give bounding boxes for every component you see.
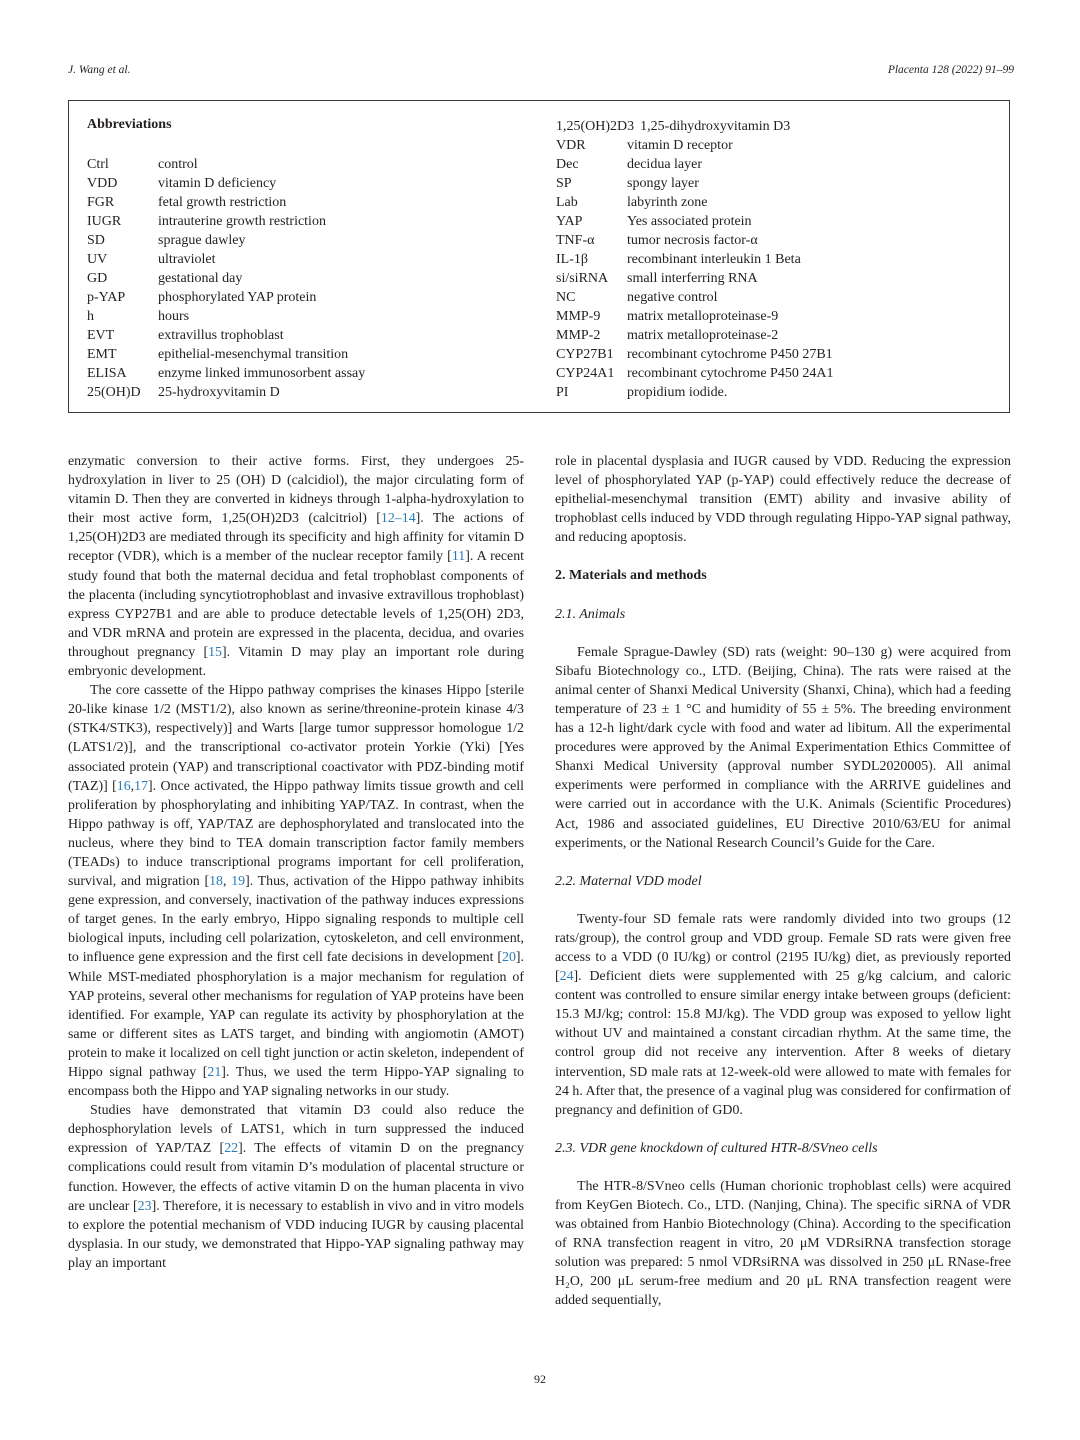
- citation-link[interactable]: 12–14: [380, 511, 416, 527]
- abbreviation-row: [87, 345, 527, 364]
- abbreviation-definition: epithelial-mesenchymal transition: [158, 347, 349, 362]
- text-run: enzymatic conversion to their active forms. First, they undergoes 25-hydroxylation in liver to 25 (OH) D (calcidiol), the major circulating form of vitamin D. Then they are converted in kidneys through 1-alpha-hydroxylation to their most active form, 1,25(OH)2D3 (calcitriol) [: [68, 454, 524, 527]
- abbreviation-term: SP: [556, 176, 572, 191]
- text-run: Twenty-four SD female rats were randomly divided into two groups (12 rats/group), the control group and VDD group. Female SD rats were given free access to a VDD (0 IU/kg) or control (2195 IU/kg) diet, as previously reported [: [555, 911, 1011, 985]
- text-run: ,: [222, 874, 232, 890]
- abbreviation-row: [556, 212, 996, 231]
- citation-link[interactable]: 21: [207, 1065, 222, 1080]
- abbreviation-definition: phosphorylated YAP protein: [158, 290, 317, 305]
- abbreviation-definition: 25-hydroxyvitamin D: [158, 385, 280, 400]
- abbreviation-definition: small interferring RNA: [627, 271, 758, 286]
- abbreviation-definition: hours: [158, 309, 190, 324]
- abbreviation-definition: matrix metalloproteinase-9: [627, 309, 779, 324]
- abbreviations-box: [68, 100, 1010, 413]
- abbreviation-row: [556, 117, 996, 136]
- citation-link[interactable]: 23: [137, 1198, 152, 1214]
- abbreviation-row: [87, 155, 527, 174]
- text-run: Studies have demonstrated that vitamin D3 could also reduce the dephosphorylation levels of LATS1, which in turn suppressed the induced expression of YAP/TAZ [: [68, 1103, 524, 1157]
- citation-link[interactable]: 20: [502, 950, 516, 966]
- abbreviation-term: IL-1β: [556, 252, 588, 267]
- abbreviation-row: [87, 269, 527, 288]
- subsection-heading: 2.2. Maternal VDD model: [555, 873, 702, 889]
- abbreviation-row: [87, 174, 527, 193]
- abbreviation-term: h: [87, 309, 94, 324]
- abbreviation-term: CYP24A1: [556, 366, 615, 381]
- abbreviations-left-column: [87, 155, 527, 402]
- abbreviation-row: [87, 307, 527, 326]
- running-header-journal: Placenta 128 (2022) 91–99: [887, 64, 1014, 76]
- abbreviation-term: MMP-9: [556, 309, 601, 324]
- citation-link[interactable]: 24: [559, 969, 574, 985]
- abbreviation-term: CYP27B1: [556, 347, 614, 362]
- abbreviation-term: si/siRNA: [556, 271, 609, 286]
- text-run: ]. Deficient diets were supplemented with 25 g/kg calcium, and caloric content was controlled to ensure similar energy intake between groups (deficient: 15.3 MJ/kg; control: 15.8 MJ/kg). The VDD group was exposed to yellow light without UV and maintained a constant circadian rhythm. At the same time, the control group did not receive any intervention. After 8 weeks of dietary intervention, SD male rats at 12-week-old were allowed to mate with females for 24 h. After that, the presence of a vaginal plug was considered for confirmation of pregnancy and definition of GD0.: [555, 969, 1011, 1118]
- citation-link[interactable]: 11: [451, 549, 466, 565]
- right-text-column: [555, 452, 1011, 1311]
- abbreviation-term: IUGR: [87, 214, 122, 229]
- abbreviation-definition: recombinant cytochrome P450 24A1: [627, 366, 834, 381]
- abbreviation-term: VDD: [87, 176, 118, 191]
- abbreviation-term: YAP: [556, 214, 583, 229]
- citation-link[interactable]: 16: [116, 778, 131, 794]
- abbreviation-term: UV: [87, 252, 108, 267]
- citation-link[interactable]: 19: [231, 874, 246, 890]
- text-run: ]. Vitamin D may play an important role during embryonic development.: [68, 644, 524, 680]
- abbreviation-definition: recombinant interleukin 1 Beta: [627, 252, 801, 267]
- paragraph: The HTR-8/SVneo cells (Human chorionic trophoblast cells) were acquired from KeyGen Biotech. Co., LTD. (Nanjing, China). The specific siRNA of VDR was obtained from Hanbio Biotechnology (China). According to the specification of RNA transfection reagent in vitro, 20 μM VDRsiRNA transfection storage solution was prepared: 5 nmol VDRsiRNA was dissolved in 250 μL RNase-free H₂O, 200 μL serum-free medium and 20 μL RNA transfection reagent were added sequentially,: [555, 1178, 1011, 1309]
- abbreviation-term: GD: [87, 271, 108, 286]
- abbreviation-row: [556, 174, 996, 193]
- abbreviation-row: [87, 231, 527, 250]
- abbreviation-term: 25(OH)D: [87, 385, 141, 400]
- abbreviation-term: ELISA: [87, 366, 127, 381]
- abbreviation-definition: vitamin D receptor: [627, 138, 733, 153]
- abbreviation-term: p-YAP: [87, 290, 126, 305]
- abbreviation-row: [87, 326, 527, 345]
- text-run: ]. Once activated, the Hippo pathway limits tissue growth and cell proliferation by phosphorylating and inhibiting YAP/TAZ. In contrast, when the Hippo pathway is off, YAP/TAZ are dephosphorylated and translocated into the nucleus, where they bind to TEA domain transcription factor family members (TEADs) to induce transcriptional programs important for cell proliferation, survival, and migration [: [68, 778, 524, 890]
- text-run: ]. Therefore, it is necessary to establish in vivo and in vitro models to explore the potential mechanism of VDD inducing IUGR by causing placental dysplasia. In our study, we demonstrated that Hippo-YAP signaling pathway may play an important: [68, 1198, 524, 1271]
- abbreviation-definition: tumor necrosis factor-α: [627, 233, 758, 248]
- text-run: ]. A recent study found that both the maternal decidua and fetal trophoblast components of the placenta (including syncytiotrophoblast and invasive extravillous trophoblast) express CYP27B1 and are able to produce detectable levels of 1,25(OH) 2D3, and VDR mRNA and protein are expressed in the placenta, decidua, and ovaries throughout pregnancy [: [68, 549, 524, 660]
- abbreviation-row: [556, 288, 996, 307]
- abbreviation-definition: recombinant cytochrome P450 27B1: [627, 347, 833, 362]
- text-run: ]. The actions of 1,25(OH)2D3 are mediated through its specificity and high affinity for vitamin D receptor (VDR), which is a member of the nuclear receptor family [: [68, 511, 525, 565]
- paragraph: [68, 681, 524, 1101]
- abbreviation-definition: enzyme linked immunosorbent assay: [158, 366, 366, 381]
- section-heading: 2. Materials and methods: [555, 568, 707, 584]
- abbreviation-row: [556, 250, 996, 269]
- abbreviation-row: [556, 383, 996, 402]
- abbreviation-term: NC: [556, 290, 576, 305]
- citation-link[interactable]: 22: [224, 1141, 239, 1157]
- citation-link[interactable]: 18: [209, 874, 223, 890]
- abbreviation-row: [87, 250, 527, 269]
- paragraph: Female Sprague-Dawley (SD) rats (weight: 90–130 g) were acquired from Sibafu Biotechnology co., LTD. (Beijing, China). The rats were raised at the animal center of Shanxi Medical University (Shanxi, China), which had a feeding temperature of 23 ± 1 °C and humidity of 55 ± 5%. The breeding environment has a 12-h light/dark cycle with food and water ad libitum. All the experimental procedures were approved by the Animal Experimentation Ethics Committee of Shanxi Medical University (approval number SYDL2020005). All animal experiments were performed in compliance with the ARRIVE guidelines and were carried out in accordance with the U.K. Animals (Scientific Procedures) Act, 1986 and associated guidelines, EU Directive 2010/63/EU for animal experiments, or the National Research Council’s Guide for the Care.: [555, 644, 1011, 851]
- abbreviation-definition: Yes associated protein: [627, 214, 752, 229]
- text-run: ]. Thus, we used the term Hippo-YAP signaling to encompass both the Hippo and YAP signaling networks in our study.: [68, 1065, 524, 1100]
- abbreviation-term: EMT: [87, 347, 117, 362]
- abbreviation-term: SD: [87, 233, 105, 248]
- abbreviation-row: [556, 364, 996, 383]
- abbreviation-term: Ctrl: [87, 157, 109, 172]
- paragraph: role in placental dysplasia and IUGR caused by VDD. Reducing the expression level of phosphorylated YAP (p-YAP) could effectively reduce the decrease of epithelial-mesenchymal transition (EMT) ability and invasive ability of trophoblast cells induced by VDD through regulating Hippo-YAP signal pathway, and reducing apoptosis.: [555, 454, 1011, 546]
- abbreviation-definition: sprague dawley: [158, 233, 246, 248]
- subsection-heading: 2.1. Animals: [555, 606, 626, 622]
- text-run: ,: [130, 778, 135, 794]
- abbreviation-term: EVT: [87, 328, 115, 343]
- abbreviation-row: [556, 269, 996, 288]
- subsection-heading: 2.3. VDR gene knockdown of cultured HTR-8/SVneo cells: [555, 1140, 878, 1156]
- abbreviation-definition: propidium iodide.: [627, 385, 728, 400]
- abbreviation-row: [556, 155, 996, 174]
- abbreviation-row: [87, 193, 527, 212]
- left-text-column: [68, 452, 524, 1273]
- paragraph: [68, 452, 524, 681]
- abbreviation-definition: spongy layer: [627, 176, 699, 191]
- abbreviation-definition: labyrinth zone: [627, 195, 708, 210]
- paragraph: [68, 1101, 524, 1273]
- abbreviation-row: [87, 212, 527, 231]
- abbreviation-term: 1,25(OH)2D3: [556, 119, 635, 134]
- abbreviation-term: VDR: [556, 138, 586, 153]
- text-run: ]. Thus, activation of the Hippo pathway inhibits gene expression, and conversely, inactivation of the pathway induces expressions of target genes. In the early embryo, Hippo signaling responds to multiple cell biological inputs, including cell polarization, cytoskeleton, and cell environment, to influence gene expression and the first cell fate decisions in development [: [68, 874, 525, 966]
- page-number: 92: [534, 1372, 546, 1386]
- abbreviation-definition: fetal growth restriction: [158, 195, 287, 210]
- abbreviation-row: [556, 345, 996, 364]
- abbreviation-term: PI: [556, 385, 569, 400]
- abbreviation-term: Lab: [556, 195, 578, 210]
- citation-link[interactable]: 17: [134, 778, 149, 794]
- abbreviation-row: [556, 136, 996, 155]
- abbreviation-term: MMP-2: [556, 328, 601, 343]
- abbreviation-definition: extravillus trophoblast: [158, 328, 284, 343]
- paragraph: [555, 910, 1011, 1120]
- abbreviation-row: [87, 383, 527, 402]
- abbreviations-right-column: [556, 117, 996, 402]
- text-run: ]. While MST-mediated phosphorylation is a major mechanism for regulation of YAP proteins, several other mechanisms for regulation of YAP proteins have been identified. For example, YAP can regulate its activity by phosphorylation at the same or different sites as LATS target, and binding with angiomotin (AMOT) protein to make it localized on cell tight junction or actin skeleton, independent of Hippo signal pathway [: [68, 950, 524, 1080]
- abbreviation-definition: intrauterine growth restriction: [158, 214, 326, 229]
- abbreviation-definition: decidua layer: [627, 157, 703, 172]
- abbreviation-row: [87, 364, 527, 383]
- abbreviation-row: [556, 193, 996, 212]
- abbreviation-definition: ultraviolet: [158, 252, 216, 267]
- running-header-authors: J. Wang et al.: [68, 64, 131, 76]
- text-run: The core cassette of the Hippo pathway comprises the kinases Hippo [sterile 20-like kinase 1/2 (MST1/2), also known as serine/threonine-protein kinase 4/3 (STK4/STK3), respectively)] and Warts [large tumor suppressor homologue 1/2 (LATS1/2)], and the transcriptional co-activator protein Yorkie (Yki) [Yes associated protein (YAP) and transcriptional coactivator with PDZ-binding motif (TAZ)] [: [68, 683, 524, 794]
- abbreviation-definition: vitamin D deficiency: [158, 176, 277, 191]
- abbreviation-row: [556, 326, 996, 345]
- abbreviation-definition: 1,25-dihydroxyvitamin D3: [640, 119, 791, 134]
- abbreviation-row: [87, 288, 527, 307]
- abbreviation-definition: gestational day: [158, 271, 243, 286]
- abbreviation-term: FGR: [87, 195, 115, 210]
- abbreviation-definition: control: [158, 157, 198, 172]
- abbreviations-title: Abbreviations: [87, 117, 172, 132]
- abbreviation-term: TNF-α: [556, 233, 595, 248]
- abbreviation-term: Dec: [556, 157, 579, 172]
- abbreviation-definition: matrix metalloproteinase-2: [627, 328, 779, 343]
- text-run: ]. The effects of vitamin D on the pregnancy complications could result from vitamin D’s modulation of placental structure or function. However, the effects of active vitamin D on the human placenta in vivo are unclear [: [68, 1141, 524, 1214]
- abbreviation-definition: negative control: [627, 290, 718, 305]
- abbreviation-row: [556, 307, 996, 326]
- citation-link[interactable]: 15: [208, 644, 222, 660]
- abbreviation-row: [556, 231, 996, 250]
